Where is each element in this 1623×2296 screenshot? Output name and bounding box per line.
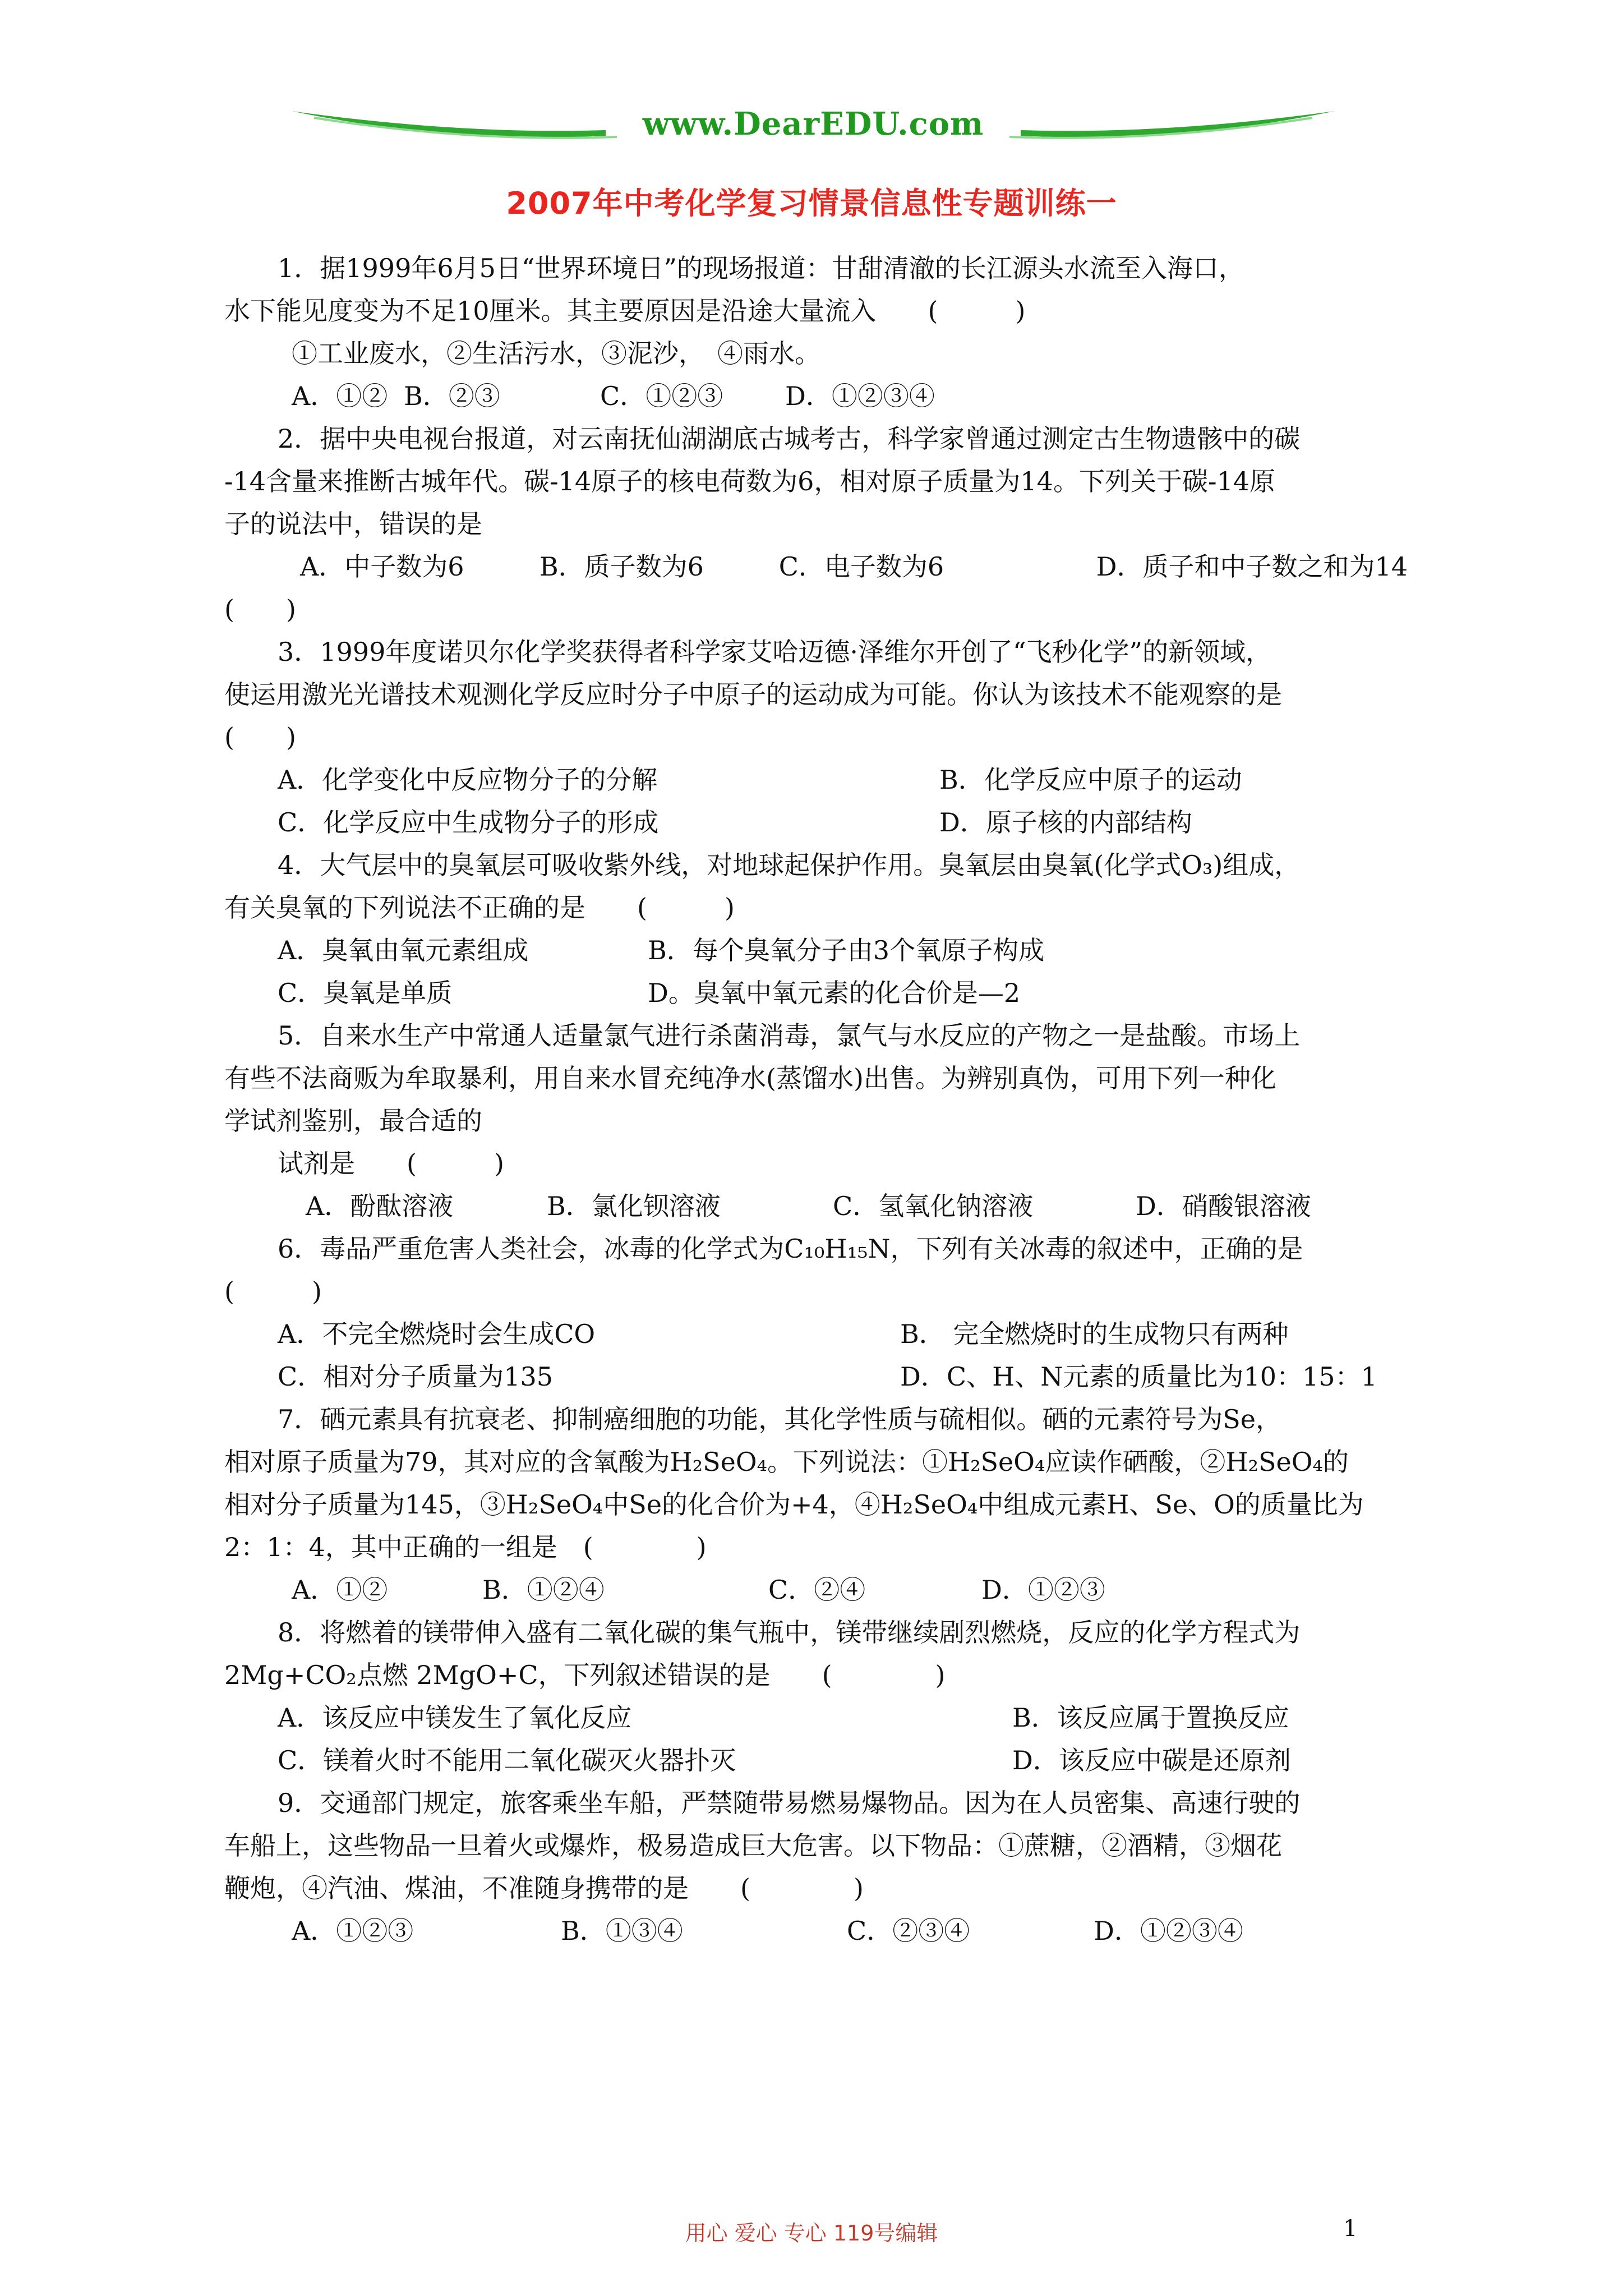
q2-option-d: D．质子和中子数之和为14: [1096, 551, 1408, 582]
q2-line2: -14含量来推断古城年代。碳-14原子的核电荷数为6，相对原子质量为14。下列关于碳-14原: [224, 466, 1276, 496]
question-list: [224, 247, 1408, 1952]
q6-line1: 6．毒品严重危害人类社会，冰毒的化学式为C₁₀H₁₅N，下列有关冰毒的叙述中，正确的是: [278, 1234, 1303, 1264]
q3-options: [224, 758, 1408, 844]
q2-options: [224, 545, 1408, 588]
q9-option-a: A．①②③: [292, 1916, 414, 1946]
q5-line2: 有些不法商贩为牟取暴利，用自来水冒充纯净水(蒸馏水)出售。为辨别真伪，可用下列一种化: [224, 1063, 1276, 1093]
site-banner: [292, 95, 1335, 157]
q3-option-d: D．原子核的内部结构: [939, 807, 1192, 838]
q8-option-d: D．该反应中碳是还原剂: [1012, 1745, 1291, 1775]
q3-option-c: C．化学反应中生成物分子的形成: [278, 807, 659, 838]
q6-option-a: A．不完全燃烧时会生成CO: [278, 1319, 596, 1349]
q7-line3: 相对分子质量为145，③H₂SeO₄中Se的化合价为+4，④H₂SeO₄中组成元素H、Se、O的质量比为: [224, 1489, 1364, 1520]
q8-option-b: B．该反应属于置换反应: [1012, 1703, 1289, 1733]
q3-line1: 3．1999年度诺贝尔化学奖获得者科学家艾哈迈德·泽维尔开创了“飞秒化学”的新领域，: [278, 637, 1271, 667]
document-title: 2007年中考化学复习情景信息性专题训练一: [506, 186, 1117, 221]
q4-line1: 4．大气层中的臭氧层可吸收紫外线，对地球起保护作用。臭氧层由臭氧(化学式O₃)组成，: [278, 850, 1301, 880]
q1-items: ①工业废水，②生活污水，③泥沙， ④雨水。: [292, 338, 820, 369]
q6-option-d: D．C、H、N元素的质量比为10：15：1: [900, 1361, 1377, 1392]
q3-line2: 使运用激光光谱技术观测化学反应时分子中原子的运动成为可能。你认为该技术不能观察的是: [224, 679, 1282, 710]
q2-answer-paren: ( ): [224, 594, 296, 624]
q1-line2: 水下能见度变为不足10厘米。其主要原因是沿途大量流入 ( ): [224, 296, 1026, 326]
q2-option-c: C．电子数为6: [778, 551, 944, 582]
q5-line4: 试剂是 ( ): [278, 1148, 504, 1179]
q9-option-d: D．①②③④: [1094, 1916, 1243, 1946]
q1-option-d: D．①②③④: [785, 381, 935, 411]
q9-option-c: C．②③④: [847, 1916, 970, 1946]
q7-option-c: C．②④: [768, 1575, 866, 1605]
q7-options: [224, 1568, 1408, 1611]
banner-text: www.DearEDU.com: [642, 105, 984, 142]
q7-option-b: B．①②④: [482, 1575, 605, 1605]
q3-option-a: A．化学变化中反应物分子的分解: [278, 765, 658, 795]
q9-option-b: B．①③④: [561, 1916, 683, 1946]
q6-answer-paren: ( ): [224, 1276, 322, 1306]
q4-options: [224, 929, 1408, 1014]
q5-option-c: C．氢氧化钠溶液: [833, 1191, 1034, 1221]
q8-option-c: C．镁着火时不能用二氧化碳灭火器扑灭: [278, 1745, 736, 1775]
q8-options: [224, 1696, 1408, 1782]
q6-option-c: C．相对分子质量为135: [278, 1361, 553, 1392]
q8-line1: 8．将燃着的镁带伸入盛有二氧化碳的集气瓶中，镁带继续剧烈燃烧，反应的化学方程式为: [278, 1617, 1301, 1648]
footer-credit: 用心 爱心 专心 119号编辑: [685, 2221, 938, 2246]
q7-line1: 7．硒元素具有抗衰老、抑制癌细胞的功能，其化学性质与硫相似。硒的元素符号为Se，: [278, 1404, 1282, 1434]
q2-option-a: A．中子数为6: [300, 551, 464, 582]
q2-line1: 2．据中央电视台报道，对云南抚仙湖湖底古城考古，科学家曾通过测定古生物遗骸中的碳: [278, 424, 1301, 454]
q4-line2: 有关臭氧的下列说法不正确的是 ( ): [224, 892, 735, 923]
q5-option-b: B．氯化钡溶液: [547, 1191, 721, 1221]
q1-line1: 1．据1999年6月5日“世界环境日”的现场报道：甘甜清澈的长江源头水流至入海口，: [278, 253, 1244, 283]
q9-line3: 鞭炮，④汽油、煤油，不准随身携带的是 ( ): [224, 1873, 864, 1903]
q4-option-c: C．臭氧是单质: [278, 978, 453, 1008]
q1-options: [224, 375, 1408, 417]
q7-line4: 2：1：4，其中正确的一组是 ( ): [224, 1532, 707, 1562]
q8-option-a: A．该反应中镁发生了氧化反应: [278, 1703, 632, 1733]
q6-option-b: B． 完全燃烧时的生成物只有两种: [900, 1319, 1289, 1349]
q5-line3: 学试剂鉴别，最合适的: [224, 1106, 482, 1136]
q9-line1: 9．交通部门规定，旅客乘坐车船，严禁随带易燃易爆物品。因为在人员密集、高速行驶的: [278, 1788, 1301, 1818]
q1-option-a: A．①②: [292, 381, 388, 411]
q2-line3: 子的说法中，错误的是: [224, 509, 482, 539]
q2-option-b: B．质子数为6: [539, 551, 704, 582]
q1-option-b: B．②③: [404, 381, 500, 411]
q6-options: [224, 1313, 1408, 1398]
q7-option-d: D．①②③: [981, 1575, 1105, 1605]
page-number: 1: [1343, 2216, 1358, 2242]
q3-option-b: B．化学反应中原子的运动: [939, 765, 1242, 795]
q5-options: [224, 1185, 1408, 1227]
q4-option-d: D。臭氧中氧元素的化合价是—2: [648, 978, 1021, 1008]
q4-option-a: A．臭氧由氧元素组成: [278, 935, 529, 965]
q1-option-c: C．①②③: [600, 381, 723, 411]
q7-line2: 相对原子质量为79，其对应的含氧酸为H₂SeO₄。下列说法：①H₂SeO₄应读作硒酸，②H₂SeO₄的: [224, 1447, 1349, 1477]
q7-option-a: A．①②: [292, 1575, 388, 1605]
q5-option-d: D．硝酸银溶液: [1136, 1191, 1311, 1221]
q9-line2: 车船上，这些物品一旦着火或爆炸，极易造成巨大危害。以下物品：①蔗糖，②酒精，③烟花: [224, 1830, 1282, 1861]
q5-option-a: A．酚酞溶液: [306, 1191, 454, 1221]
q8-line2: 2Mg+CO₂点燃 2MgO+C，下列叙述错误的是 ( ): [224, 1660, 946, 1690]
q9-options: [224, 1910, 1408, 1952]
q5-line1: 5．自来水生产中常通人适量氯气进行杀菌消毒，氯气与水反应的产物之一是盐酸。市场上: [278, 1020, 1301, 1051]
q4-option-b: B．每个臭氧分子由3个氧原子构成: [648, 935, 1045, 965]
q3-answer-paren: ( ): [224, 722, 296, 752]
